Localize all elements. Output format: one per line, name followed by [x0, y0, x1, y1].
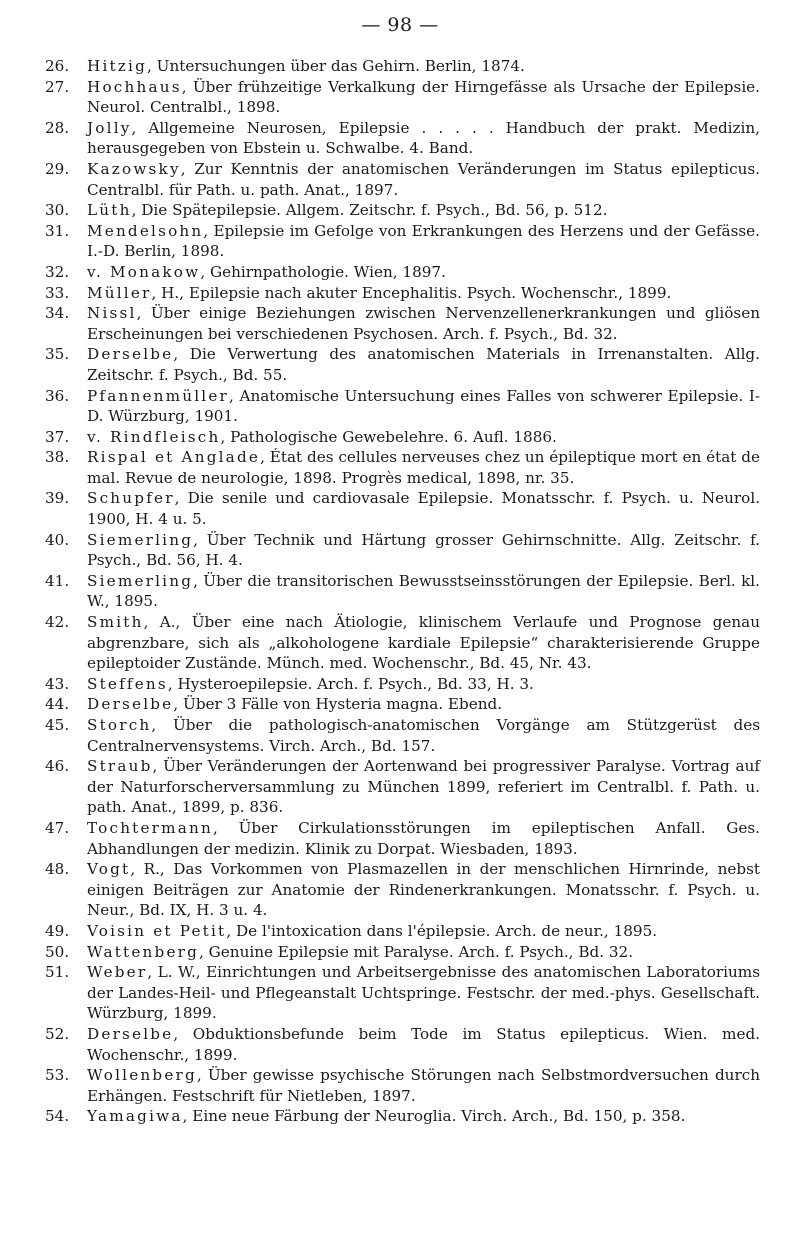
- reference-text: , Epilepsie im Gefolge von Erkrankungen des Herzens und der Gefässe. I.-D. Berlin, 1898.: [87, 221, 760, 261]
- reference-item: [45, 694, 760, 715]
- reference-author: Rispal et Anglade: [87, 448, 261, 467]
- reference-author: Hitzig: [87, 57, 147, 75]
- reference-author: Siemerling: [87, 530, 194, 549]
- reference-item: [45, 1065, 760, 1106]
- reference-number: 28.: [45, 118, 70, 137]
- reference-number: 30.: [45, 201, 70, 220]
- reference-author: Wollenberg: [87, 1066, 197, 1085]
- reference-text: , A., Über eine nach Ätiologie, klinischem Verlaufe und Prognose genau abgrenzbare, sich als „alkohologene kardiale Epilepsie“ charakterisierende Gruppe epileptoider Zustände. Münch. med. Wochenschr., Bd. 45, Nr. 43.: [87, 613, 760, 673]
- reference-number: 29.: [45, 159, 70, 178]
- reference-item: [45, 344, 760, 385]
- reference-text: , Über einige Beziehungen zwischen Nervenzellenerkrankungen und gliösen Erscheinungen bei verschiedenen Psychosen. Arch. f. Psych., Bd. 32.: [87, 304, 760, 343]
- reference-item: [45, 200, 760, 221]
- reference-text: , Genuine Epilepsie mit Paralyse. Arch. f. Psych., Bd. 32.: [199, 942, 634, 961]
- reference-number: 32.: [45, 262, 70, 281]
- reference-text: , L. W., Einrichtungen und Arbeitsergebnisse des anatomischen Laboratoriums der Landes-Heil- und Pflegeanstalt Uchtspringe. Festschr. der med.-phys. Gesellschaft. Würzburg, 1899.: [87, 963, 760, 1023]
- reference-number: 51.: [45, 963, 70, 982]
- reference-text: , Die senile und cardiovasale Epilepsie. Monatsschr. f. Psych. u. Neurol. 1900, H. 4 u. 5.: [87, 489, 760, 529]
- reference-item: [45, 530, 760, 571]
- reference-text: , Über 3 Fälle von Hysteria magna. Ebend.: [173, 695, 503, 714]
- reference-author: Derselbe: [87, 695, 174, 714]
- reference-number: 44.: [45, 695, 70, 714]
- reference-item: [45, 303, 760, 344]
- reference-text: , Allgemeine Neurosen, Epilepsie . . . . . Handbuch der prakt. Medizin, herausgegeben von Ebstein u. Schwalbe. 4. Band.: [87, 118, 760, 158]
- reference-author: Jolly: [87, 118, 132, 137]
- reference-number: 37.: [45, 427, 70, 446]
- reference-number: 50.: [45, 942, 70, 961]
- reference-author: v. Monakow: [87, 262, 201, 281]
- reference-author: Voisin et Petit: [87, 921, 227, 940]
- reference-author: Tochtermann: [87, 818, 213, 837]
- reference-number: 35.: [45, 345, 70, 364]
- reference-text: , Über die pathologisch-anatomischen Vorgänge am Stützgerüst des Centralnervensystems. Virch. Arch., Bd. 157.: [87, 716, 760, 755]
- reference-author: Müller: [87, 283, 152, 302]
- reference-number: 31.: [45, 221, 70, 240]
- reference-item: [45, 77, 760, 118]
- reference-item: [45, 921, 760, 942]
- reference-item: [45, 756, 760, 818]
- reference-text: , Die Verwertung des anatomischen Materials in Irrenanstalten. Allg. Zeitschr. f. Psych., Bd. 55.: [87, 345, 760, 384]
- reference-item: [45, 715, 760, 756]
- reference-number: 42.: [45, 613, 70, 632]
- reference-text: , Hysteroepilepsie. Arch. f. Psych., Bd. 33, H. 3.: [167, 674, 534, 693]
- reference-number: 52.: [45, 1024, 70, 1043]
- reference-author: Storch: [87, 716, 152, 734]
- reference-number: 49.: [45, 921, 70, 940]
- reference-number: 26.: [45, 57, 70, 75]
- reference-author: Siemerling: [87, 571, 194, 590]
- reference-item: [45, 427, 760, 448]
- reference-number: 43.: [45, 674, 70, 693]
- reference-number: 47.: [45, 818, 70, 837]
- reference-text: , H., Epilepsie nach akuter Encephalitis. Psych. Wochenschr., 1899.: [151, 283, 672, 302]
- reference-author: Yamagiwa: [87, 1107, 183, 1126]
- reference-item: [45, 571, 760, 612]
- reference-author: Nissl: [87, 304, 137, 323]
- reference-number: 36.: [45, 386, 70, 405]
- reference-author: Lüth: [87, 201, 132, 220]
- reference-author: Schupfer: [87, 489, 175, 508]
- reference-number: 41.: [45, 571, 70, 590]
- reference-text: , Über Technik und Härtung grosser Gehirnschnitte. Allg. Zeitschr. f. Psych., Bd. 56, H. 4.: [87, 530, 760, 570]
- reference-author: Derselbe: [87, 345, 174, 364]
- reference-author: Smith: [87, 613, 144, 632]
- reference-author: Vogt: [87, 860, 131, 879]
- reference-text: , Die Spätepilepsie. Allgem. Zeitschr. f. Psych., Bd. 56, p. 512.: [131, 201, 608, 220]
- reference-item: [45, 612, 760, 674]
- reference-item: [45, 674, 760, 695]
- reference-text: , R., Das Vorkommen von Plasmazellen in der menschlichen Hirnrinde, nebst einigen Beiträgen zur Anatomie der Rindenerkrankungen. Monatsschr. f. Psych. u. Neur., Bd. IX, H. 3 u. 4.: [87, 860, 760, 920]
- reference-number: 48.: [45, 860, 70, 879]
- reference-item: [45, 56, 760, 77]
- reference-item: [45, 118, 760, 159]
- reference-text: , Obduktionsbefunde beim Tode im Status epilepticus. Wien. med. Wochenschr., 1899.: [87, 1024, 760, 1064]
- reference-number: 34.: [45, 304, 70, 323]
- reference-text: , Eine neue Färbung der Neuroglia. Virch. Arch., Bd. 150, p. 358.: [182, 1107, 686, 1126]
- reference-text: , Über die transitorischen Bewusstseinsstörungen der Epilepsie. Berl. kl. W., 1895.: [87, 571, 760, 611]
- reference-author: Straub: [87, 757, 153, 776]
- reference-author: Kazowsky: [87, 159, 181, 178]
- reference-author: Steffens: [87, 674, 168, 693]
- reference-number: 40.: [45, 530, 70, 549]
- reference-item: [45, 962, 760, 1024]
- reference-number: 46.: [45, 757, 70, 776]
- reference-item: [45, 1106, 760, 1127]
- reference-number: 45.: [45, 716, 70, 734]
- reference-number: 33.: [45, 283, 70, 302]
- reference-number: 54.: [45, 1107, 70, 1126]
- reference-author: Mendelsohn: [87, 221, 204, 240]
- reference-list: [45, 56, 760, 1127]
- reference-item: [45, 1024, 760, 1065]
- reference-author: Weber: [87, 963, 148, 982]
- reference-text: , De l'intoxication dans l'épilepsie. Arch. de neur., 1895.: [226, 921, 658, 940]
- reference-item: [45, 488, 760, 529]
- reference-number: 38.: [45, 448, 70, 467]
- reference-text: , Anatomische Untersuchung eines Falles von schwerer Epilepsie. I-D. Würzburg, 1901.: [87, 386, 760, 426]
- reference-item: [45, 386, 760, 427]
- reference-text: , Über gewisse psychische Störungen nach Selbstmordversuchen durch Erhängen. Festschrift für Nietleben, 1897.: [87, 1066, 760, 1105]
- reference-author: Hochhaus: [87, 77, 182, 96]
- reference-item: [45, 942, 760, 963]
- reference-author: v. Rindfleisch: [87, 427, 221, 446]
- reference-item: [45, 859, 760, 921]
- reference-author: Derselbe: [87, 1024, 174, 1043]
- reference-item: [45, 447, 760, 488]
- reference-text: , Über Veränderungen der Aortenwand bei progressiver Paralyse. Vortrag auf der Naturforscherversammlung zu München 1899, referiert im Centralbl. f. Path. u. path. Anat., 1899, p. 836.: [87, 757, 760, 817]
- reference-item: [45, 818, 760, 859]
- reference-text: , État des cellules nerveuses chez un épileptique mort en état de mal. Revue de neurologie, 1898. Progrès medical, 1898, nr. 35.: [87, 448, 760, 487]
- reference-number: 39.: [45, 489, 70, 508]
- reference-text: , Über Cirkulationsstörungen im epileptischen Anfall. Ges. Abhandlungen der medizin. Klinik zu Dorpat. Wiesbaden, 1893.: [87, 818, 760, 858]
- reference-item: [45, 283, 760, 304]
- reference-item: [45, 221, 760, 262]
- reference-text: , Zur Kenntnis der anatomischen Veränderungen im Status epilepticus. Centralbl. für Path. u. path. Anat., 1897.: [87, 159, 760, 199]
- reference-number: 53.: [45, 1066, 70, 1085]
- reference-text: , Über frühzeitige Verkalkung der Hirngefässe als Ursache der Epilepsie. Neurol. Centralbl., 1898.: [87, 77, 760, 117]
- reference-text: , Gehirnpathologie. Wien, 1897.: [200, 262, 446, 281]
- reference-author: Pfannenmüller: [87, 386, 229, 405]
- reference-text: , Untersuchungen über das Gehirn. Berlin, 1874.: [147, 57, 525, 75]
- reference-author: Wattenberg: [87, 942, 200, 961]
- reference-number: 27.: [45, 77, 70, 96]
- page-number: — 98 —: [361, 14, 439, 36]
- reference-item: [45, 262, 760, 283]
- reference-item: [45, 159, 760, 200]
- reference-text: , Pathologische Gewebelehre. 6. Aufl. 1886.: [220, 427, 557, 446]
